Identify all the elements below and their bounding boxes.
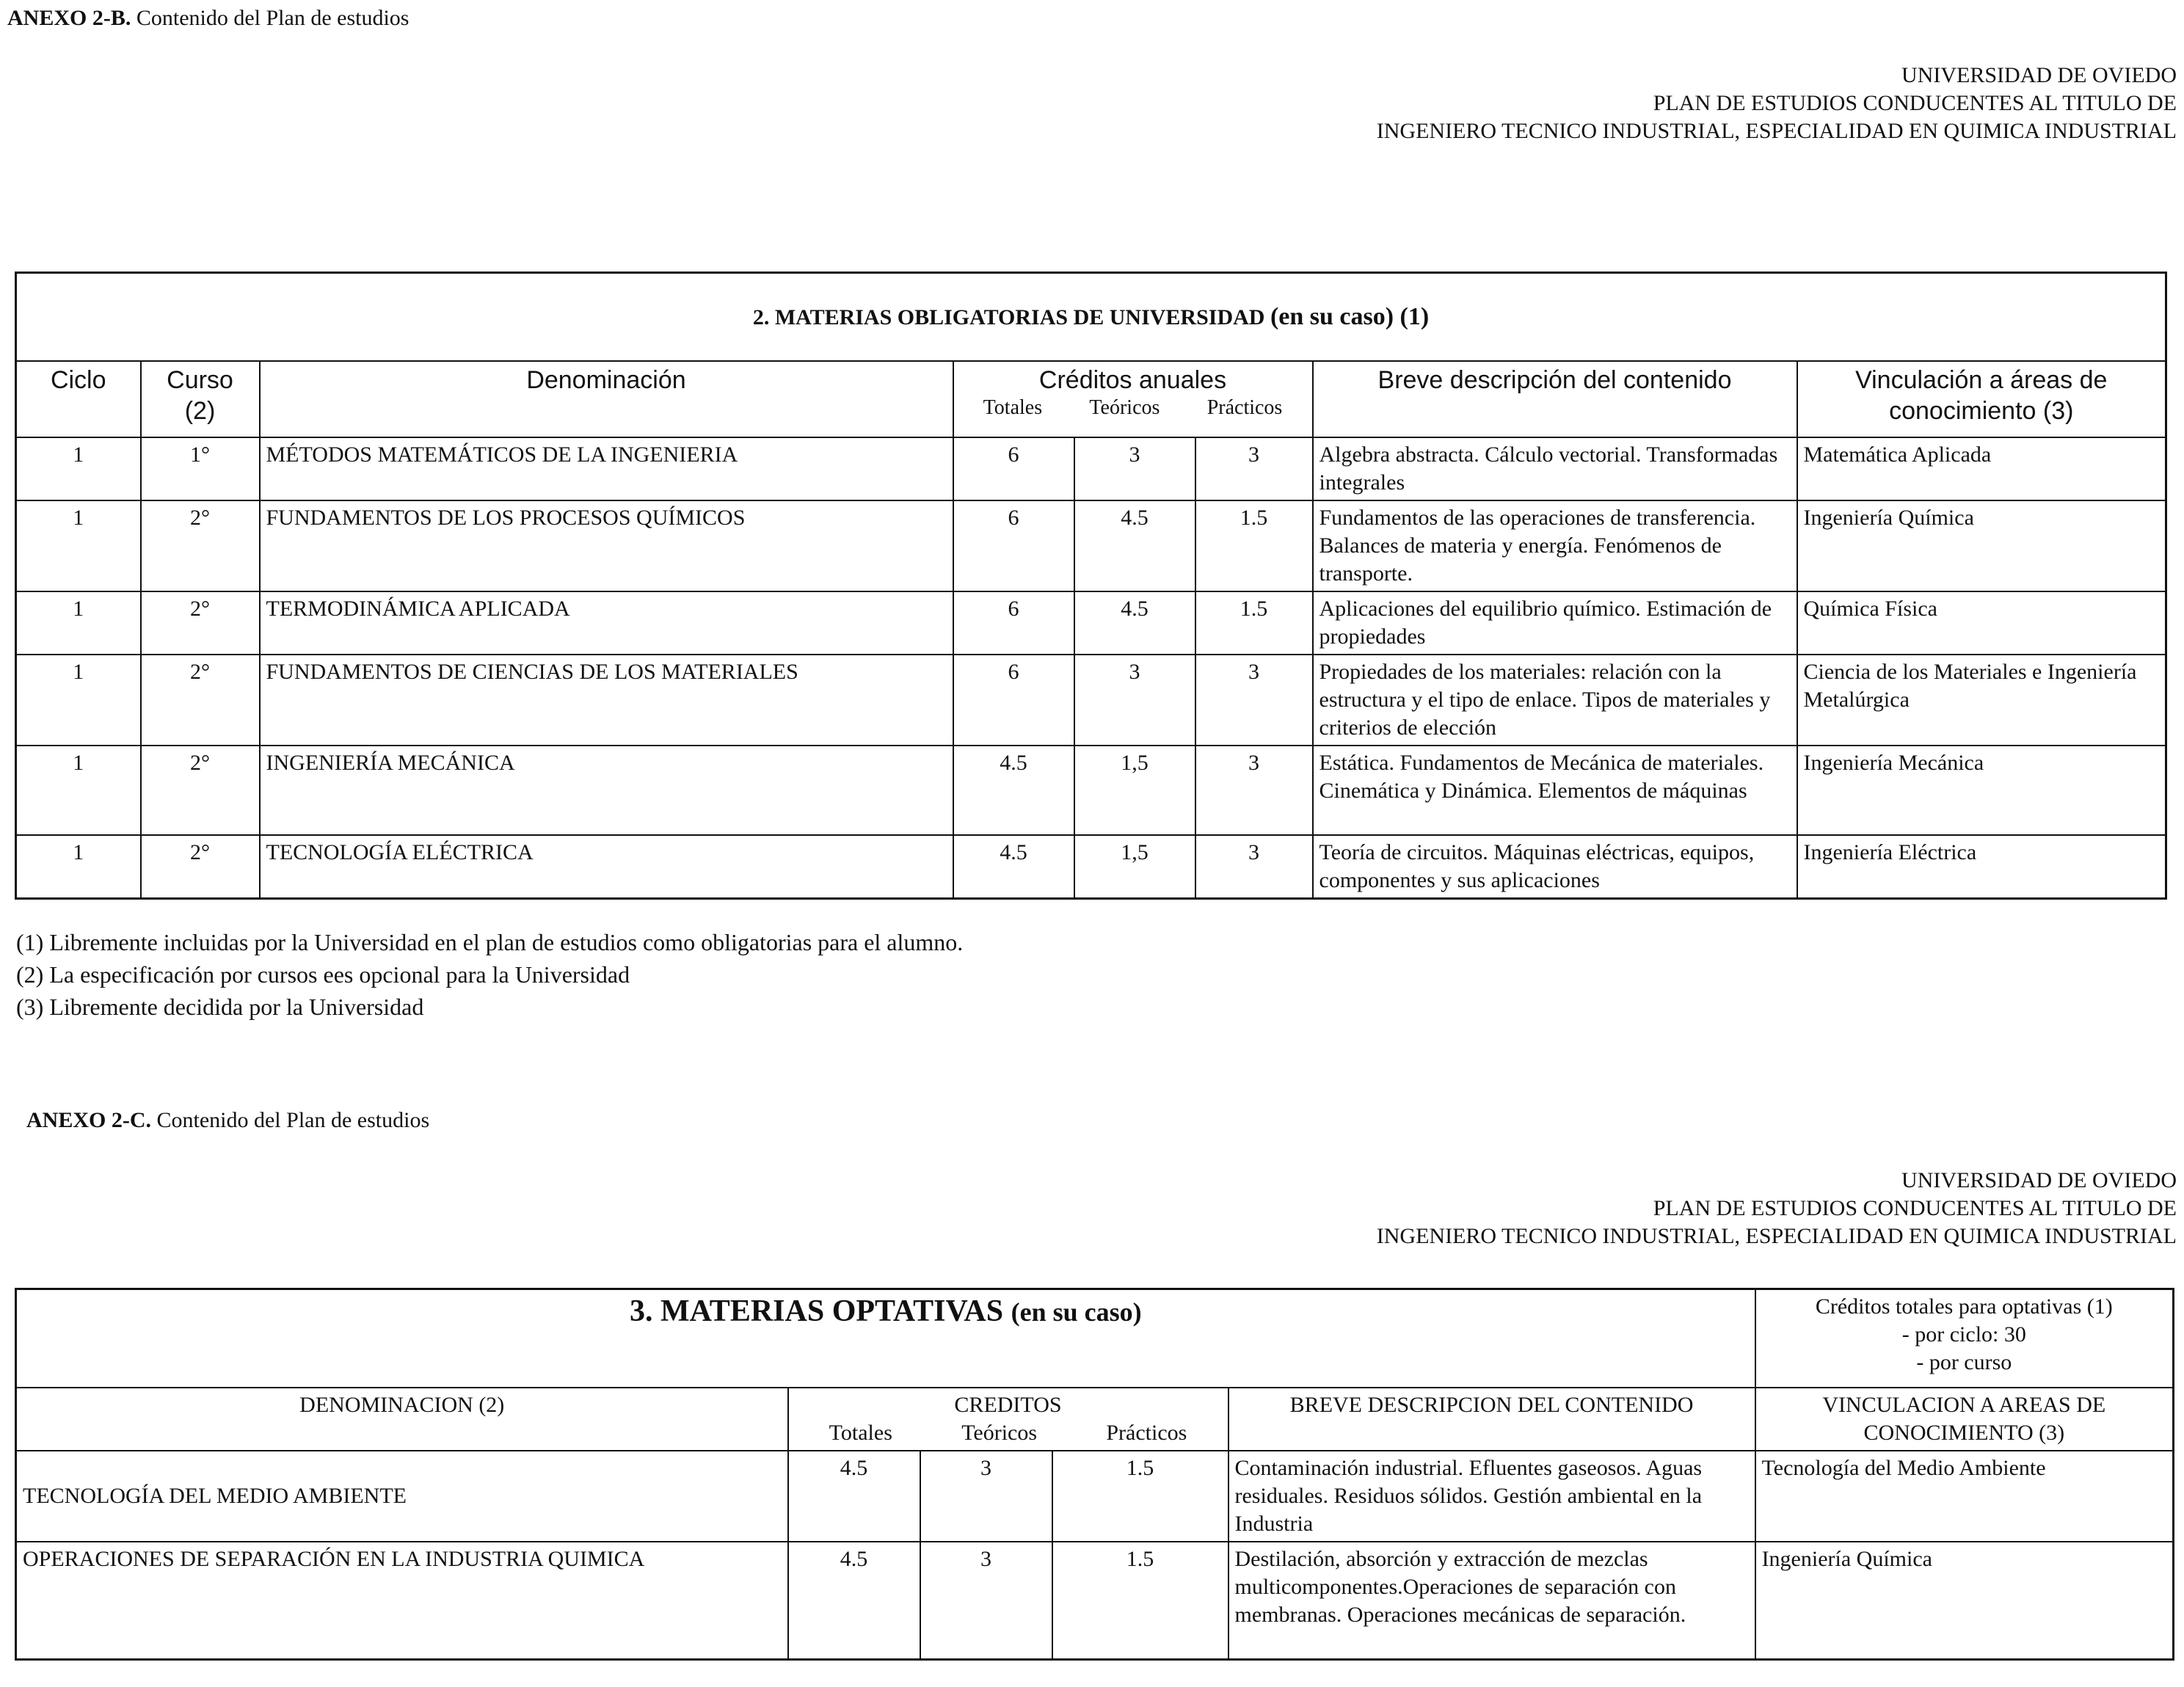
cell-vinculacion: Ingeniería Química (1797, 500, 2166, 591)
col-header-vinculacion-1: Vinculación a áreas de (1855, 366, 2108, 394)
header-b (1377, 62, 2177, 145)
col-header-vinculacion-c-2: CONOCIMIENTO (3) (1863, 1421, 2065, 1445)
col-header-creditos-c (788, 1388, 1228, 1451)
cell-ciclo: 1 (16, 835, 141, 899)
cell-teoricos: 1,5 (1074, 835, 1195, 899)
col-header-denominacion-text: Denominación (526, 366, 686, 394)
table-row (16, 655, 2166, 746)
creditos-totales-line3: - por curso (1916, 1350, 2012, 1374)
col-header-denominacion-c (16, 1388, 788, 1451)
cell-vinculacion: Tecnología del Medio Ambiente (1755, 1451, 2174, 1542)
table-b-title (16, 273, 2166, 362)
footnote-2: (2) La especificación por cursos ees opcional para la Universidad (16, 961, 630, 988)
header-b-line3: INGENIERO TECNICO INDUSTRIAL, ESPECIALIDAD EN QUIMICA INDUSTRIAL (1376, 119, 2177, 143)
cell-totales: 6 (953, 500, 1074, 591)
table-materias-optativas (15, 1288, 2174, 1661)
cell-descripcion: Teoría de circuitos. Máquinas eléctricas, equipos, componentes y sus aplicaciones (1313, 835, 1797, 899)
col-header-totales: Totales (983, 396, 1043, 419)
cell-descripcion: Aplicaciones del equilibrio químico. Estimación de propiedades (1313, 591, 1797, 655)
table-b-title-rest: (en su caso) (1) (1270, 302, 1430, 330)
cell-practicos: 3 (1195, 655, 1313, 746)
cell-descripcion: Contaminación industrial. Efluentes gaseosos. Aguas residuales. Residuos sólidos. Gestión ambiental en la Industria (1228, 1451, 1755, 1542)
cell-curso: 2° (141, 655, 260, 746)
cell-practicos: 3 (1195, 746, 1313, 835)
cell-ciclo: 1 (16, 437, 141, 500)
col-header-totales-c: Totales (829, 1421, 892, 1445)
cell-curso: 1° (141, 437, 260, 500)
header-b-line1: UNIVERSIDAD DE OVIEDO (1901, 63, 2177, 87)
cell-teoricos: 4.5 (1074, 591, 1195, 655)
cell-vinculacion: Ingeniería Eléctrica (1797, 835, 2166, 899)
table-row (16, 500, 2166, 591)
col-header-ciclo-text: Ciclo (50, 366, 106, 394)
cell-denominacion: FUNDAMENTOS DE LOS PROCESOS QUÍMICOS (260, 500, 953, 591)
table-b-title-bold: 2. MATERIAS OBLIGATORIAS DE UNIVERSIDAD (752, 305, 1265, 329)
col-header-vinculacion-c-1: VINCULACION A AREAS DE (1822, 1393, 2106, 1417)
cell-teoricos: 3 (1074, 437, 1195, 500)
anexo-c-text: Contenido del Plan de estudios (156, 1108, 430, 1132)
cell-practicos: 1.5 (1052, 1451, 1228, 1542)
col-header-vinculacion-2: conocimiento (3) (1889, 397, 2074, 425)
cell-practicos: 3 (1195, 835, 1313, 899)
anexo-c-code: ANEXO 2-C. (26, 1108, 151, 1132)
col-header-descripcion-c-text: BREVE DESCRIPCION DEL CONTENIDO (1289, 1393, 1694, 1417)
col-header-denominacion-c-text: DENOMINACION (2) (299, 1393, 505, 1417)
cell-denominacion: MÉTODOS MATEMÁTICOS DE LA INGENIERIA (260, 437, 953, 500)
col-header-practicos-c: Prácticos (1106, 1421, 1187, 1445)
col-header-descripcion-c (1228, 1388, 1755, 1451)
cell-ciclo: 1 (16, 591, 141, 655)
cell-teoricos: 3 (920, 1542, 1052, 1659)
table-materias-obligatorias (15, 272, 2167, 900)
cell-denominacion: TECNOLOGÍA DEL MEDIO AMBIENTE (16, 1451, 788, 1542)
col-header-creditos-c-text: CREDITOS (954, 1393, 1062, 1417)
col-header-creditos-text: Créditos anuales (1038, 366, 1227, 394)
footnote-1: (1) Libremente incluidas por la Universidad en el plan de estudios como obligatorias para el alumno. (16, 929, 964, 955)
cell-vinculacion: Ingeniería Mecánica (1797, 746, 2166, 835)
col-header-descripcion-text: Breve descripción del contenido (1377, 366, 1732, 394)
cell-teoricos: 4.5 (1074, 500, 1195, 591)
anexo-b-text: Contenido del Plan de estudios (136, 6, 410, 30)
cell-practicos: 1.5 (1195, 500, 1313, 591)
col-header-denominacion (260, 361, 953, 437)
header-c-line2: PLAN DE ESTUDIOS CONDUCENTES AL TITULO DE (1653, 1196, 2177, 1220)
col-header-teoricos: Teóricos (1089, 396, 1160, 419)
cell-teoricos: 3 (920, 1451, 1052, 1542)
header-c-line3: INGENIERO TECNICO INDUSTRIAL, ESPECIALIDAD EN QUIMICA INDUSTRIAL (1376, 1224, 2177, 1248)
cell-vinculacion: Ciencia de los Materiales e Ingeniería Metalúrgica (1797, 655, 2166, 746)
header-c (1377, 1167, 2177, 1250)
cell-vinculacion: Matemática Aplicada (1797, 437, 2166, 500)
cell-practicos: 3 (1195, 437, 1313, 500)
col-header-curso-text: Curso (167, 366, 233, 394)
cell-ciclo: 1 (16, 655, 141, 746)
cell-vinculacion: Química Física (1797, 591, 2166, 655)
cell-practicos: 1.5 (1052, 1542, 1228, 1659)
cell-descripcion: Propiedades de los materiales: relación con la estructura y el tipo de enlace. Tipos de materiales y criterios de elección (1313, 655, 1797, 746)
table-row (16, 1451, 2174, 1542)
anexo-c-label (26, 1108, 429, 1133)
creditos-totales-line1: Créditos totales para optativas (1) (1815, 1294, 2113, 1319)
anexo-b-code: ANEXO 2-B. (7, 6, 131, 30)
cell-descripcion: Algebra abstracta. Cálculo vectorial. Transformadas integrales (1313, 437, 1797, 500)
cell-practicos: 1.5 (1195, 591, 1313, 655)
table-row (16, 591, 2166, 655)
col-header-creditos (953, 361, 1313, 437)
cell-vinculacion: Ingeniería Química (1755, 1542, 2174, 1659)
cell-ciclo: 1 (16, 500, 141, 591)
cell-descripcion: Fundamentos de las operaciones de transferencia. Balances de materia y energía. Fenómenos de transporte. (1313, 500, 1797, 591)
cell-totales: 6 (953, 437, 1074, 500)
cell-totales: 6 (953, 591, 1074, 655)
col-header-curso (141, 361, 260, 437)
table-c-title (16, 1289, 1755, 1388)
header-b-line2: PLAN DE ESTUDIOS CONDUCENTES AL TITULO DE (1653, 91, 2177, 115)
col-header-teoricos-c: Teóricos (961, 1421, 1038, 1445)
header-c-line1: UNIVERSIDAD DE OVIEDO (1901, 1168, 2177, 1192)
col-header-vinculacion (1797, 361, 2166, 437)
cell-teoricos: 3 (1074, 655, 1195, 746)
anexo-b-label (7, 6, 409, 31)
cell-denominacion: INGENIERÍA MECÁNICA (260, 746, 953, 835)
cell-ciclo: 1 (16, 746, 141, 835)
cell-denominacion: FUNDAMENTOS DE CIENCIAS DE LOS MATERIALES (260, 655, 953, 746)
table-row (16, 835, 2166, 899)
cell-totales: 6 (953, 655, 1074, 746)
cell-denominacion: TERMODINÁMICA APLICADA (260, 591, 953, 655)
col-header-ciclo (16, 361, 141, 437)
table-row (16, 1542, 2174, 1659)
cell-curso: 2° (141, 591, 260, 655)
cell-totales: 4.5 (953, 746, 1074, 835)
col-header-practicos: Prácticos (1206, 396, 1283, 419)
table-row (16, 437, 2166, 500)
cell-curso: 2° (141, 500, 260, 591)
table-row (16, 746, 2166, 835)
col-header-vinculacion-c (1755, 1388, 2174, 1451)
col-header-curso-note: (2) (184, 397, 216, 425)
cell-totales: 4.5 (788, 1451, 920, 1542)
cell-denominacion: TECNOLOGÍA ELÉCTRICA (260, 835, 953, 899)
footnotes-b (16, 926, 963, 1023)
cell-curso: 2° (141, 746, 260, 835)
footnote-3: (3) Libremente decidida por la Universidad (16, 994, 424, 1020)
cell-teoricos: 1,5 (1074, 746, 1195, 835)
cell-curso: 2° (141, 835, 260, 899)
cell-totales: 4.5 (788, 1542, 920, 1659)
cell-totales: 4.5 (953, 835, 1074, 899)
cell-descripcion: Estática. Fundamentos de Mecánica de materiales. Cinemática y Dinámica. Elementos de máquinas (1313, 746, 1797, 835)
cell-denominacion: OPERACIONES DE SEPARACIÓN EN LA INDUSTRIA QUIMICA (16, 1542, 788, 1659)
col-header-descripcion (1313, 361, 1797, 437)
creditos-totales-line2: - por ciclo: 30 (1901, 1322, 2026, 1347)
table-c-title-bold: 3. MATERIAS OPTATIVAS (629, 1294, 1004, 1328)
creditos-totales-box (1755, 1289, 2174, 1388)
table-c-title-rest: (en su caso) (1011, 1297, 1142, 1327)
cell-descripcion: Destilación, absorción y extracción de mezclas multicomponentes.Operaciones de separación con membranas. Operaciones mecánicas de separación. (1228, 1542, 1755, 1659)
